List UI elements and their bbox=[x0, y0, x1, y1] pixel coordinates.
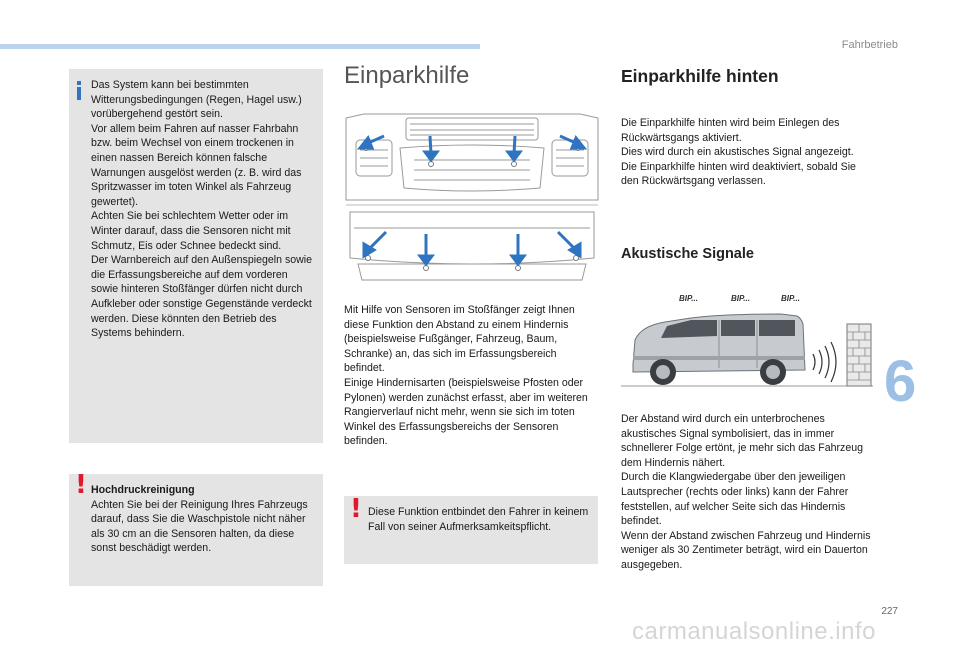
subsection-title-akustische-signale: Akustische Signale bbox=[621, 246, 754, 262]
van-reversing-illustration bbox=[621, 284, 875, 402]
beep-label: BIP... bbox=[781, 294, 800, 303]
exclamation-icon: ! bbox=[75, 470, 87, 500]
bumper-sensors-illustration bbox=[344, 108, 600, 294]
chapter-number: 6 bbox=[884, 349, 917, 414]
warning-box-cleaning bbox=[69, 470, 323, 586]
paragraph: Dies wird durch ein akustisches Signal angezeigt. bbox=[621, 146, 854, 159]
info-paragraph: Das System kann bei bestimmten Witterungsbedingungen (Regen, Hagel usw.) vorübergehend gestört sein. bbox=[91, 79, 302, 121]
paragraph: Durch die Klangwiedergabe über den jeweiligen Lautsprecher (rechts oder links) kann der Fahrer feststellen, auf welcher Seite sich das Hindernis befindet. bbox=[621, 471, 849, 528]
paragraph: Einige Hindernisarten (beispielsweise Pfosten oder Pylonen) werden zunächst erfasst, aber im weiteren Rangierverlauf nicht mehr, wenn sie sich im toten Winkel des Erfassungsbereichs der Sensoren befinden. bbox=[344, 376, 588, 448]
paragraph: Der Abstand wird durch ein unterbrochenes akustisches Signal symbolisiert, das in immer schnellerer Folge ertönt, je mehr sich das Fahrzeug dem Hindernis nähert. bbox=[621, 413, 864, 469]
beep-label: BIP... bbox=[679, 294, 698, 303]
warning-box-attention bbox=[344, 496, 598, 564]
info-paragraph: Achten Sie bei schlechtem Wetter oder im Winter darauf, dass die Sensoren nicht mit Schmutz, Eis oder Schnee bedeckt sind. bbox=[91, 210, 291, 252]
warning-text: Achten Sie bei der Reinigung Ihres Fahrzeugs darauf, dass Sie die Waschpistole nicht näher als 30 cm an die Sensoren halten, da diese sonst beschädigt werden. bbox=[91, 498, 308, 555]
info-paragraph: Der Warnbereich auf den Außenspiegeln sowie die Erfassungsbereiche auf dem vorderen sowie hinteren Stoßfänger dürfen nicht durch Aufkleber oder sonstige Gegenstände verdeckt werden. Diese könnten den Betrieb des Systems behindern. bbox=[91, 254, 313, 340]
info-note-box bbox=[69, 69, 323, 443]
paragraph: Wenn der Abstand zwischen Fahrzeug und Hindernis weniger als 30 Zentimeter beträgt, wird ein Dauerton ausgegeben. bbox=[621, 529, 871, 571]
paragraph: Die Einparkhilfe hinten wird beim Einlegen des Rückwärtsgangs aktiviert. bbox=[621, 117, 840, 144]
section-title-einparkhilfe-hinten: Einparkhilfe hinten bbox=[621, 66, 779, 86]
info-paragraph: Vor allem beim Fahren auf nasser Fahrbahn bzw. beim Wechsel von einem trockenen in einen nassen Bereich können falsche Warnungen ausgelöst werden (z. B. wird das Spritzwasser im toten Winkel als Fahrzeug gewertet). bbox=[91, 122, 302, 208]
page-number: 227 bbox=[881, 606, 898, 617]
warning-text: Diese Funktion entbindet den Fahrer in keinem Fall von seiner Aufmerksamkeitspflicht. bbox=[368, 506, 589, 533]
exclamation-icon: ! bbox=[350, 494, 362, 524]
warning-title: Hochdruckreinigung bbox=[91, 484, 195, 496]
beep-label: BIP... bbox=[731, 294, 750, 303]
einparkhilfe-hinten-description bbox=[621, 116, 875, 189]
section-title-einparkhilfe: Einparkhilfe bbox=[344, 62, 470, 89]
paragraph: Mit Hilfe von Sensoren im Stoßfänger zeigt Ihnen diese Funktion den Abstand zu einem Hindernis (beispielsweise Fußgänger, Fahrzeug, Baum, Schranke) an, das sich im Erfassungsbereich befindet. bbox=[344, 304, 575, 375]
info-icon bbox=[77, 81, 81, 100]
chapter-title: Fahrbetrieb bbox=[841, 39, 898, 51]
header-bar bbox=[0, 44, 480, 49]
paragraph: Die Einparkhilfe hinten wird deaktiviert, sobald Sie den Rückwärtsgang verlassen. bbox=[621, 160, 856, 188]
einparkhilfe-description bbox=[344, 303, 600, 449]
akustische-signale-description bbox=[621, 412, 875, 573]
watermark: carmanualsonline.info bbox=[632, 618, 876, 645]
